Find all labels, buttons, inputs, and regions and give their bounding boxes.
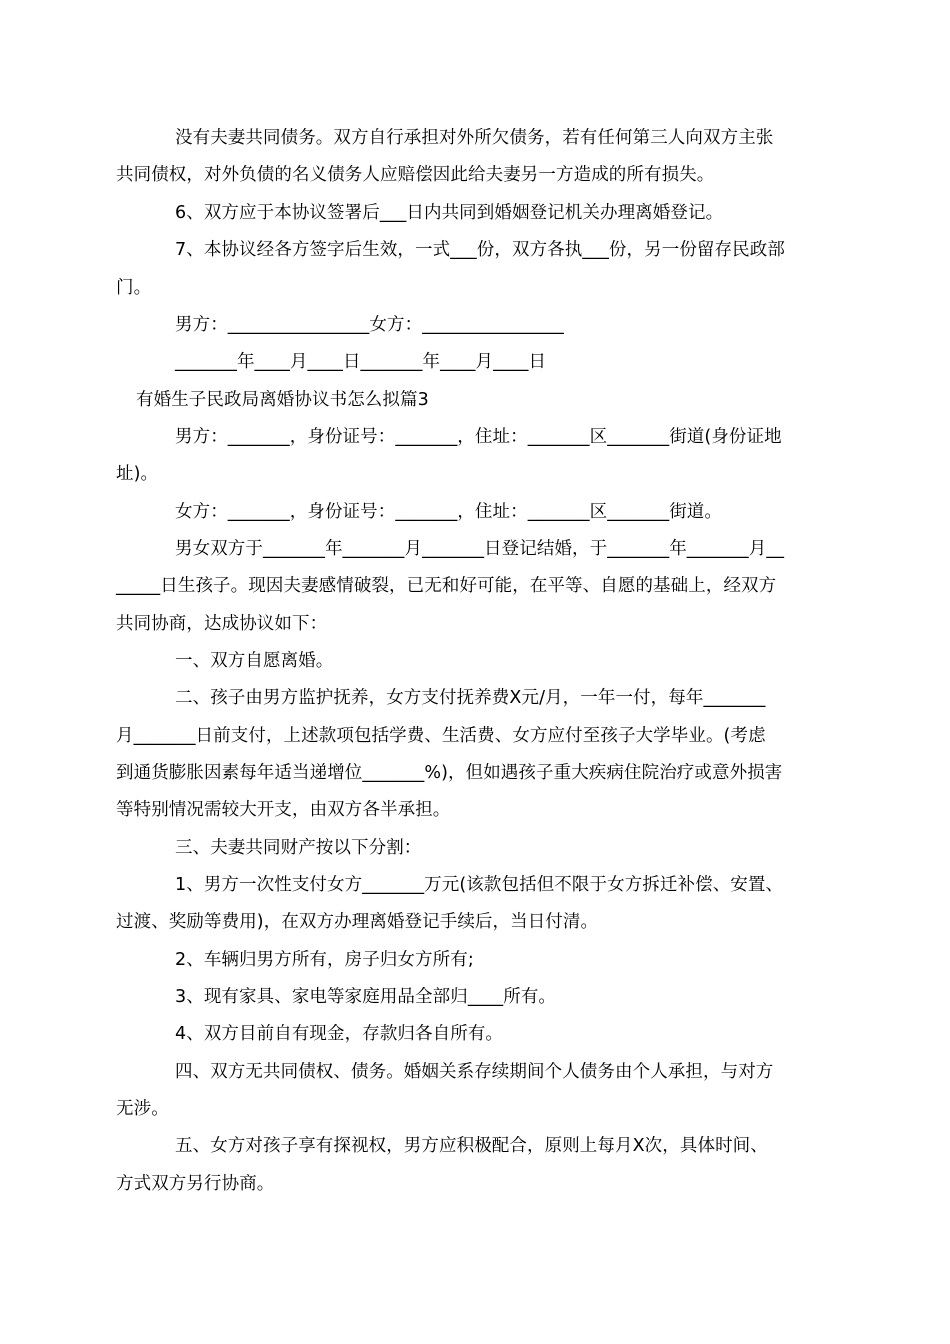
- text-line-26: 四、双方无共同债权、债务。婚姻关系存续期间个人债务由个人承担，与对方: [175, 1062, 774, 1082]
- text-line-23: 2、车辆归男方所有，房子归女方所有;: [175, 950, 474, 970]
- text-line-9: 男方：_______，身份证号：_______，住址：_______区_______街道(身份证地: [175, 427, 782, 447]
- text-line-22: 过渡、奖励等费用)，在双方办理离婚登记手续后，当日付清。: [116, 912, 599, 932]
- text-line-24: 3、现有家具、家电等家庭用品全部归____所有。: [175, 987, 557, 1007]
- signature-line-parties: 男方：________________女方：________________: [175, 315, 564, 335]
- signature-line-dates: _______年____月____日_______年____月____日: [175, 352, 547, 372]
- text-line-1: 没有夫妻共同债务。双方自行承担对外所欠债务，若有任何第三人向双方主张: [175, 128, 774, 148]
- text-line-28: 五、女方对孩子享有探视权，男方应积极配合，原则上每月X次，具体时间、: [175, 1136, 768, 1156]
- text-line-27: 无涉。: [116, 1099, 169, 1119]
- text-line-10: 址)。: [116, 464, 159, 484]
- text-line-14: 共同协商，达成协议如下：: [116, 614, 328, 634]
- text-line-25: 4、双方目前自有现金，存款归各自所有。: [175, 1024, 504, 1044]
- text-line-11: 女方：_______，身份证号：_______，住址：_______区_______街道。: [175, 502, 722, 522]
- text-line-5: 门。: [116, 278, 152, 298]
- text-line-3: 6、双方应于本协议签署后___日内共同到婚姻登记机关办理离婚登记。: [175, 203, 724, 223]
- text-line-17: 月_______日前支付，上述款项包括学费、生活费、女方应付至孩子大学毕业。(考虑: [116, 726, 766, 746]
- text-line-20: 三、夫妻共同财产按以下分割：: [175, 838, 422, 858]
- text-line-18: 到通货膨胀因素每年适当递增位_______%)，但如遇孩子重大疾病住院治疗或意外损害: [116, 763, 783, 783]
- text-line-16: 二、孩子由男方监护抚养，女方支付抚养费X元/月，一年一付，每年_______: [175, 688, 766, 708]
- text-line-12: 男女双方于_______年_______月_______日登记结婚，于_______年_______月__: [175, 539, 785, 559]
- text-line-21: 1、男方一次性支付女方_______万元(该款包括但不限于女方拆迁补偿、安置、: [175, 875, 784, 895]
- text-line-4: 7、本协议经各方签字后生效，一式___份，双方各执___份，另一份留存民政部: [175, 240, 785, 260]
- text-line-29: 方式双方另行协商。: [116, 1174, 275, 1194]
- section-heading: 有婚生子民政局离婚协议书怎么拟篇3: [136, 390, 429, 410]
- text-line-15: 一、双方自愿离婚。: [175, 651, 334, 671]
- text-line-13: _____日生孩子。现因夫妻感情破裂，已无和好可能，在平等、自愿的基础上，经双方: [116, 576, 777, 596]
- text-line-2: 共同债权，对外负债的名义债务人应赔偿因此给夫妻另一方造成的所有损失。: [116, 165, 715, 185]
- text-line-19: 等特别情况需较大开支，由双方各半承担。: [116, 800, 451, 820]
